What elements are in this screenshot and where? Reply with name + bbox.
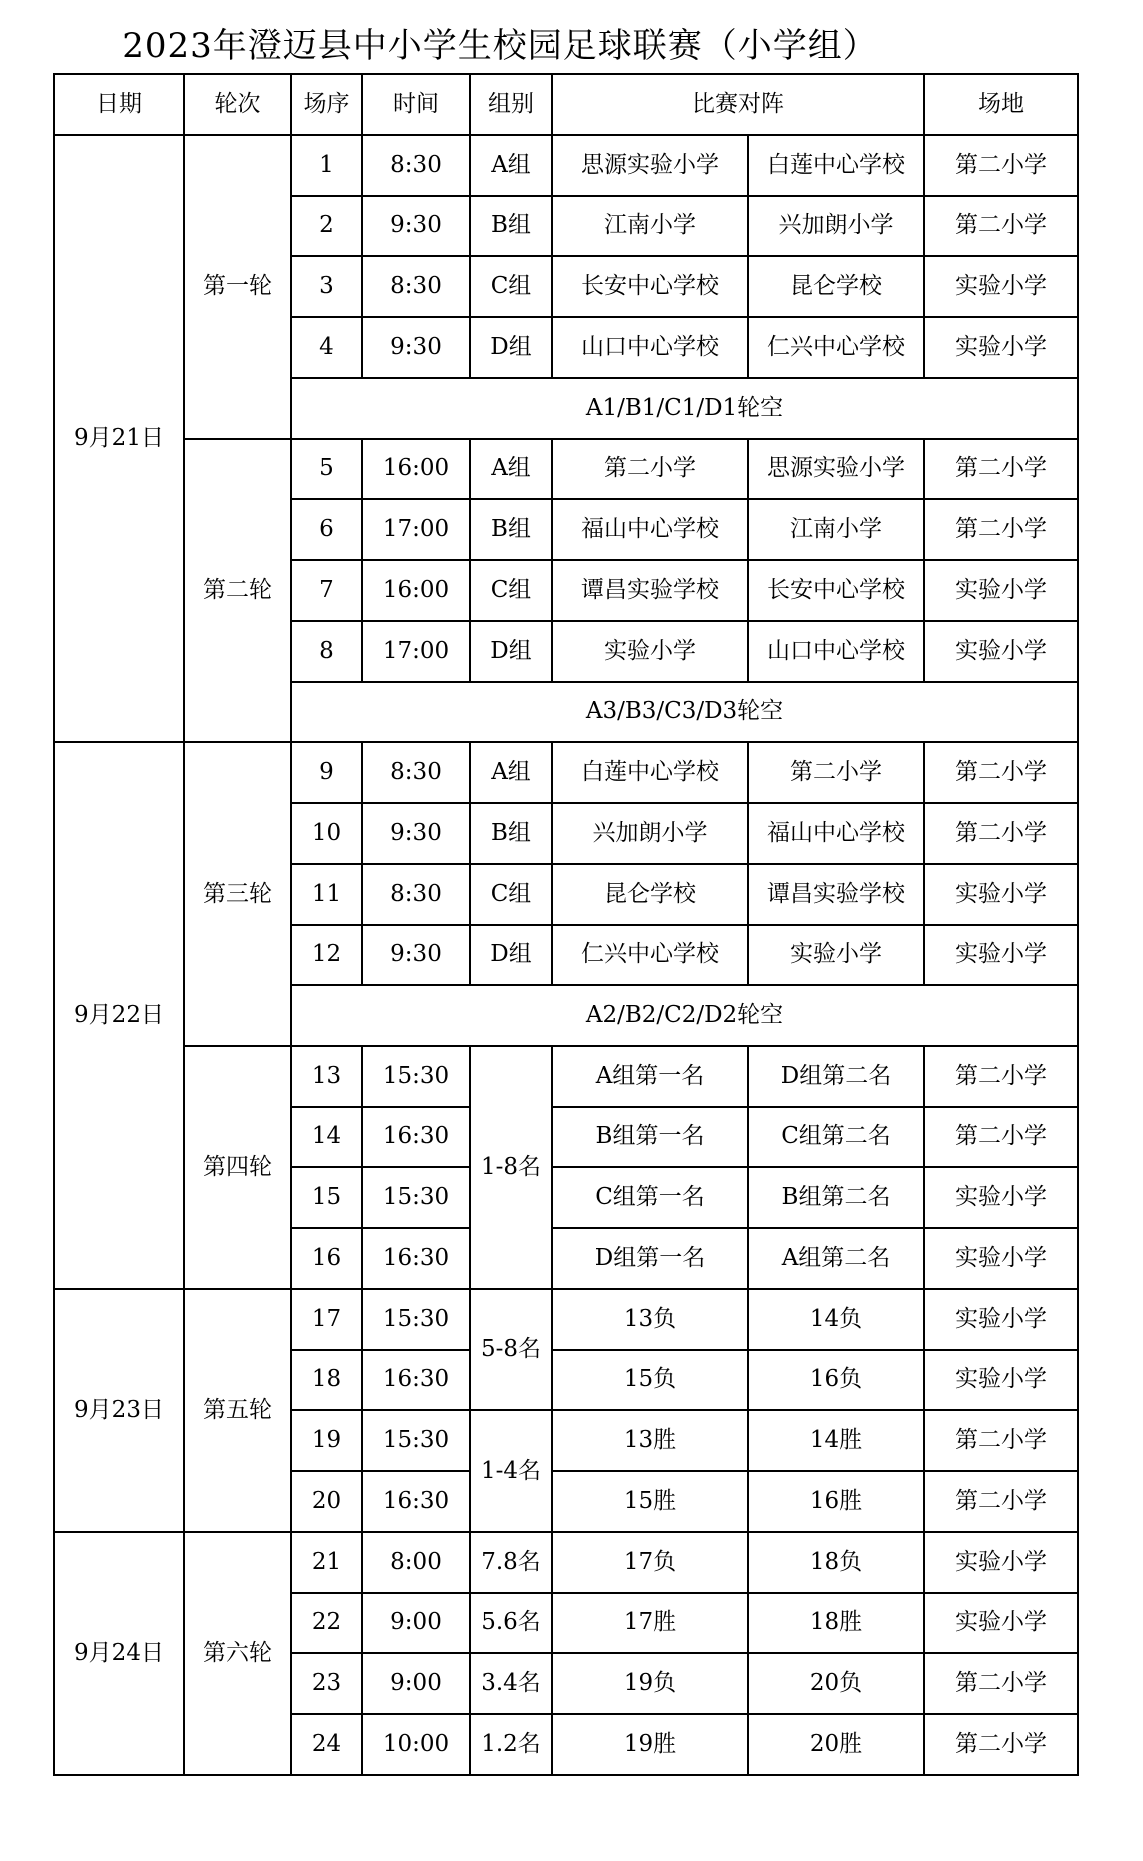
- team-away: 20胜: [748, 1714, 924, 1775]
- match-no: 14: [291, 1107, 362, 1168]
- table-row: [54, 742, 1078, 803]
- match-no: 17: [291, 1289, 362, 1350]
- date-cell: 9月22日: [54, 742, 184, 1289]
- match-group: 7.8名: [470, 1532, 552, 1593]
- round-cell: 第三轮: [184, 742, 291, 1046]
- team-home: 19负: [552, 1653, 748, 1714]
- team-home: 13负: [552, 1289, 748, 1350]
- match-venue: 实验小学: [924, 1289, 1078, 1350]
- match-no: 19: [291, 1410, 362, 1471]
- match-time: 15:30: [362, 1046, 470, 1107]
- match-group: A组: [470, 135, 552, 196]
- match-group: D组: [470, 621, 552, 682]
- match-time: 16:00: [362, 560, 470, 621]
- match-venue: 第二小学: [924, 135, 1078, 196]
- match-venue: 第二小学: [924, 742, 1078, 803]
- match-no: 13: [291, 1046, 362, 1107]
- team-away: 思源实验小学: [748, 439, 924, 500]
- table-row: [54, 439, 1078, 500]
- match-group: D组: [470, 925, 552, 986]
- team-home: 思源实验小学: [552, 135, 748, 196]
- date-cell: 9月23日: [54, 1289, 184, 1532]
- match-no: 7: [291, 560, 362, 621]
- match-time: 8:30: [362, 864, 470, 925]
- team-home: 兴加朗小学: [552, 803, 748, 864]
- team-away: D组第二名: [748, 1046, 924, 1107]
- match-venue: 第二小学: [924, 439, 1078, 500]
- team-home: 白莲中心学校: [552, 742, 748, 803]
- match-group: C组: [470, 256, 552, 317]
- match-time: 16:30: [362, 1350, 470, 1411]
- match-time: 16:30: [362, 1228, 470, 1289]
- team-away: 长安中心学校: [748, 560, 924, 621]
- match-venue: 第二小学: [924, 196, 1078, 257]
- team-away: 福山中心学校: [748, 803, 924, 864]
- match-time: 8:30: [362, 742, 470, 803]
- match-venue: 实验小学: [924, 317, 1078, 378]
- team-away: 第二小学: [748, 742, 924, 803]
- match-venue: 实验小学: [924, 256, 1078, 317]
- match-venue: 第二小学: [924, 1046, 1078, 1107]
- match-time: 8:30: [362, 135, 470, 196]
- table-row: [54, 135, 1078, 196]
- team-away: 14胜: [748, 1410, 924, 1471]
- match-time: 8:00: [362, 1532, 470, 1593]
- match-group: A组: [470, 742, 552, 803]
- match-venue: 实验小学: [924, 1350, 1078, 1411]
- team-home: 15负: [552, 1350, 748, 1411]
- team-home: 福山中心学校: [552, 499, 748, 560]
- header-time: 时间: [362, 74, 470, 135]
- match-group: 1.2名: [470, 1714, 552, 1775]
- team-home: 仁兴中心学校: [552, 925, 748, 986]
- team-home: 昆仑学校: [552, 864, 748, 925]
- match-venue: 第二小学: [924, 1410, 1078, 1471]
- match-group: 5.6名: [470, 1593, 552, 1654]
- match-group: B组: [470, 196, 552, 257]
- match-time: 9:00: [362, 1593, 470, 1654]
- match-group: C组: [470, 864, 552, 925]
- team-home: C组第一名: [552, 1167, 748, 1228]
- match-venue: 第二小学: [924, 803, 1078, 864]
- match-group: B组: [470, 803, 552, 864]
- match-time: 10:00: [362, 1714, 470, 1775]
- team-home: 15胜: [552, 1471, 748, 1532]
- match-no: 22: [291, 1593, 362, 1654]
- match-venue: 实验小学: [924, 560, 1078, 621]
- match-group: B组: [470, 499, 552, 560]
- team-home: D组第一名: [552, 1228, 748, 1289]
- round-cell: 第一轮: [184, 135, 291, 439]
- match-venue: 实验小学: [924, 1532, 1078, 1593]
- match-time: 9:00: [362, 1653, 470, 1714]
- match-venue: 实验小学: [924, 1593, 1078, 1654]
- placement-group: 1-4名: [470, 1410, 552, 1531]
- match-group: D组: [470, 317, 552, 378]
- team-away: 兴加朗小学: [748, 196, 924, 257]
- match-no: 4: [291, 317, 362, 378]
- match-time: 16:30: [362, 1471, 470, 1532]
- match-group: C组: [470, 560, 552, 621]
- match-time: 15:30: [362, 1410, 470, 1471]
- match-no: 15: [291, 1167, 362, 1228]
- date-cell: 9月21日: [54, 135, 184, 742]
- match-time: 9:30: [362, 317, 470, 378]
- bye-note: A3/B3/C3/D3轮空: [291, 682, 1078, 743]
- table-row: [54, 1289, 1078, 1350]
- team-home: 长安中心学校: [552, 256, 748, 317]
- header-group: 组别: [470, 74, 552, 135]
- match-no: 6: [291, 499, 362, 560]
- team-home: 山口中心学校: [552, 317, 748, 378]
- match-venue: 实验小学: [924, 925, 1078, 986]
- header-row: [54, 74, 1078, 135]
- match-venue: 实验小学: [924, 621, 1078, 682]
- match-no: 9: [291, 742, 362, 803]
- team-home: 谭昌实验学校: [552, 560, 748, 621]
- match-time: 9:30: [362, 925, 470, 986]
- match-time: 17:00: [362, 621, 470, 682]
- team-away: 18胜: [748, 1593, 924, 1654]
- placement-group: 1-8名: [470, 1046, 552, 1289]
- team-away: 谭昌实验学校: [748, 864, 924, 925]
- team-away: C组第二名: [748, 1107, 924, 1168]
- match-time: 15:30: [362, 1167, 470, 1228]
- team-home: 13胜: [552, 1410, 748, 1471]
- match-time: 9:30: [362, 196, 470, 257]
- header-date: 日期: [54, 74, 184, 135]
- team-home: 17胜: [552, 1593, 748, 1654]
- header-matchup: 比赛对阵: [552, 74, 924, 135]
- match-no: 18: [291, 1350, 362, 1411]
- team-home: 17负: [552, 1532, 748, 1593]
- match-no: 8: [291, 621, 362, 682]
- match-no: 16: [291, 1228, 362, 1289]
- match-no: 10: [291, 803, 362, 864]
- bye-note: A1/B1/C1/D1轮空: [291, 378, 1078, 439]
- schedule-table: [53, 73, 1079, 1776]
- match-venue: 第二小学: [924, 1653, 1078, 1714]
- match-no: 2: [291, 196, 362, 257]
- header-venue: 场地: [924, 74, 1078, 135]
- header-round: 轮次: [184, 74, 291, 135]
- match-group: 3.4名: [470, 1653, 552, 1714]
- team-home: 第二小学: [552, 439, 748, 500]
- team-home: A组第一名: [552, 1046, 748, 1107]
- team-away: 白莲中心学校: [748, 135, 924, 196]
- team-away: 山口中心学校: [748, 621, 924, 682]
- match-no: 12: [291, 925, 362, 986]
- match-group: A组: [470, 439, 552, 500]
- team-home: B组第一名: [552, 1107, 748, 1168]
- page-title: 2023年澄迈县中小学生校园足球联赛（小学组）: [122, 26, 878, 66]
- date-cell: 9月24日: [54, 1532, 184, 1775]
- team-away: 16胜: [748, 1471, 924, 1532]
- placement-group: 5-8名: [470, 1289, 552, 1410]
- match-venue: 第二小学: [924, 1471, 1078, 1532]
- header-match-no: 场序: [291, 74, 362, 135]
- match-time: 8:30: [362, 256, 470, 317]
- match-time: 9:30: [362, 803, 470, 864]
- bye-note: A2/B2/C2/D2轮空: [291, 985, 1078, 1046]
- match-no: 11: [291, 864, 362, 925]
- team-away: 16负: [748, 1350, 924, 1411]
- match-venue: 实验小学: [924, 1167, 1078, 1228]
- match-no: 21: [291, 1532, 362, 1593]
- team-away: 昆仑学校: [748, 256, 924, 317]
- match-no: 5: [291, 439, 362, 500]
- round-cell: 第二轮: [184, 439, 291, 743]
- team-away: A组第二名: [748, 1228, 924, 1289]
- match-venue: 第二小学: [924, 1714, 1078, 1775]
- match-time: 17:00: [362, 499, 470, 560]
- team-home: 19胜: [552, 1714, 748, 1775]
- team-away: 实验小学: [748, 925, 924, 986]
- round-cell: 第五轮: [184, 1289, 291, 1532]
- match-venue: 实验小学: [924, 1228, 1078, 1289]
- match-no: 3: [291, 256, 362, 317]
- team-away: 14负: [748, 1289, 924, 1350]
- team-away: 18负: [748, 1532, 924, 1593]
- match-no: 23: [291, 1653, 362, 1714]
- match-time: 16:00: [362, 439, 470, 500]
- table-row: [54, 1046, 1078, 1107]
- match-venue: 实验小学: [924, 864, 1078, 925]
- match-venue: 第二小学: [924, 1107, 1078, 1168]
- match-time: 15:30: [362, 1289, 470, 1350]
- team-away: 20负: [748, 1653, 924, 1714]
- team-away: 江南小学: [748, 499, 924, 560]
- match-venue: 第二小学: [924, 499, 1078, 560]
- match-no: 20: [291, 1471, 362, 1532]
- table-row: [54, 1532, 1078, 1593]
- match-no: 1: [291, 135, 362, 196]
- team-home: 江南小学: [552, 196, 748, 257]
- match-time: 16:30: [362, 1107, 470, 1168]
- team-home: 实验小学: [552, 621, 748, 682]
- match-no: 24: [291, 1714, 362, 1775]
- round-cell: 第六轮: [184, 1532, 291, 1775]
- team-away: B组第二名: [748, 1167, 924, 1228]
- round-cell: 第四轮: [184, 1046, 291, 1289]
- team-away: 仁兴中心学校: [748, 317, 924, 378]
